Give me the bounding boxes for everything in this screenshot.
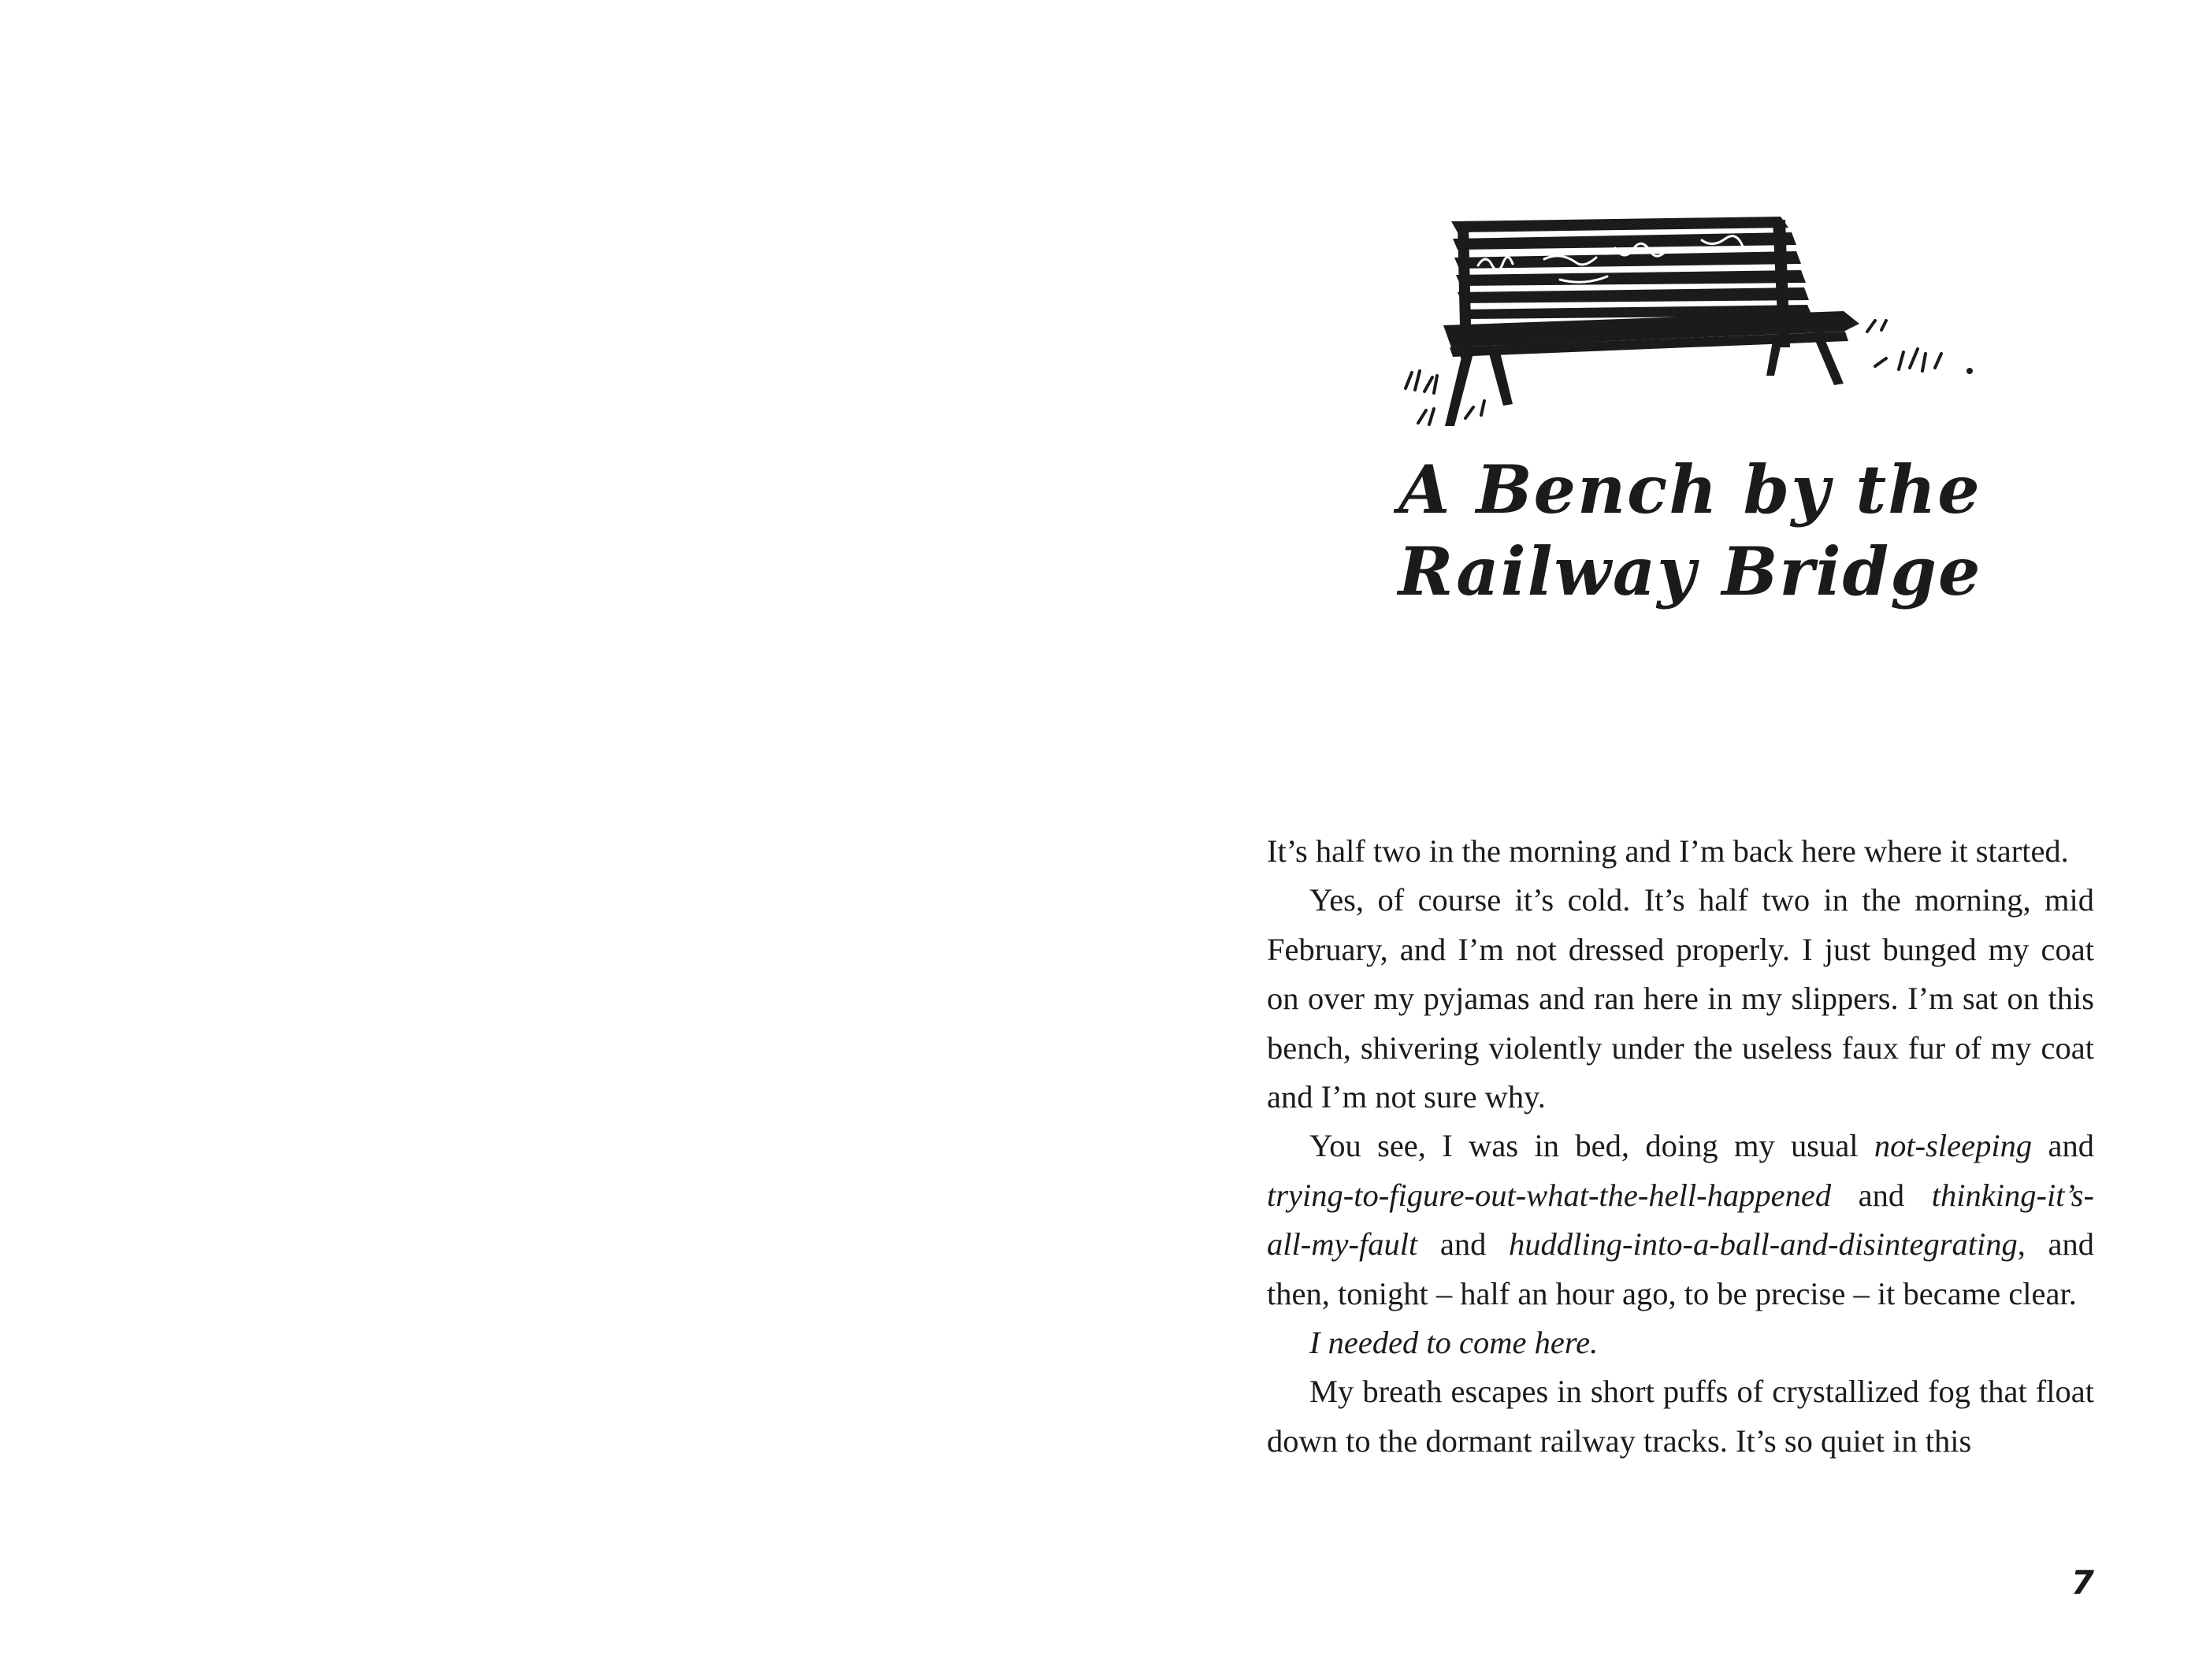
text-run: and xyxy=(1831,1177,1932,1213)
text-run: and xyxy=(1417,1226,1510,1263)
park-bench-illustration xyxy=(1402,193,1985,429)
text-run: Yes, of course it’s cold. It’s half two in the morning, mid February, and I’m not dressed properly. I just bunged my coat on over my pyjamas and ran here in my slippers. I’m sat on this bench, shivering violently under the useless faux fur of my coat and I’m not sure why. xyxy=(1267,882,2094,1115)
paragraph xyxy=(1267,1122,2094,1318)
paragraph xyxy=(1267,1318,2094,1367)
italic-text: not-sleeping xyxy=(1874,1128,2033,1164)
chapter-title-line1: A Bench by the xyxy=(1398,451,1981,528)
italic-text: I needed to come here. xyxy=(1309,1325,1599,1361)
paragraph xyxy=(1267,1367,2094,1466)
text-run: and xyxy=(2032,1128,2094,1164)
text-run: It’s half two in the morning and I’m back here where it started. xyxy=(1267,833,2069,869)
text-run: My breath escapes in short puffs of crystallized fog that float down to the dormant railway tracks. It’s so quiet in this xyxy=(1267,1374,2094,1459)
paragraph xyxy=(1267,827,2094,876)
text-run: You see, I was in bed, doing my usual xyxy=(1309,1128,1874,1164)
chapter-title xyxy=(1339,449,2041,613)
text-run: , and then, tonight – half an hour ago, to be precise – it became clear. xyxy=(1267,1226,2094,1311)
paragraph xyxy=(1267,876,2094,1122)
chapter-title-line2: Railway Bridge xyxy=(1398,532,1982,610)
body-text xyxy=(1267,827,2094,1466)
italic-text: thinking-it’s-all-my-fault xyxy=(1267,1177,2094,1263)
page-number: 7 xyxy=(2070,1563,2094,1602)
italic-text: huddling-into-a-ball-and-disintegrating xyxy=(1509,1226,2018,1263)
italic-text: trying-to-figure-out-what-the-hell-happened xyxy=(1267,1177,1832,1213)
